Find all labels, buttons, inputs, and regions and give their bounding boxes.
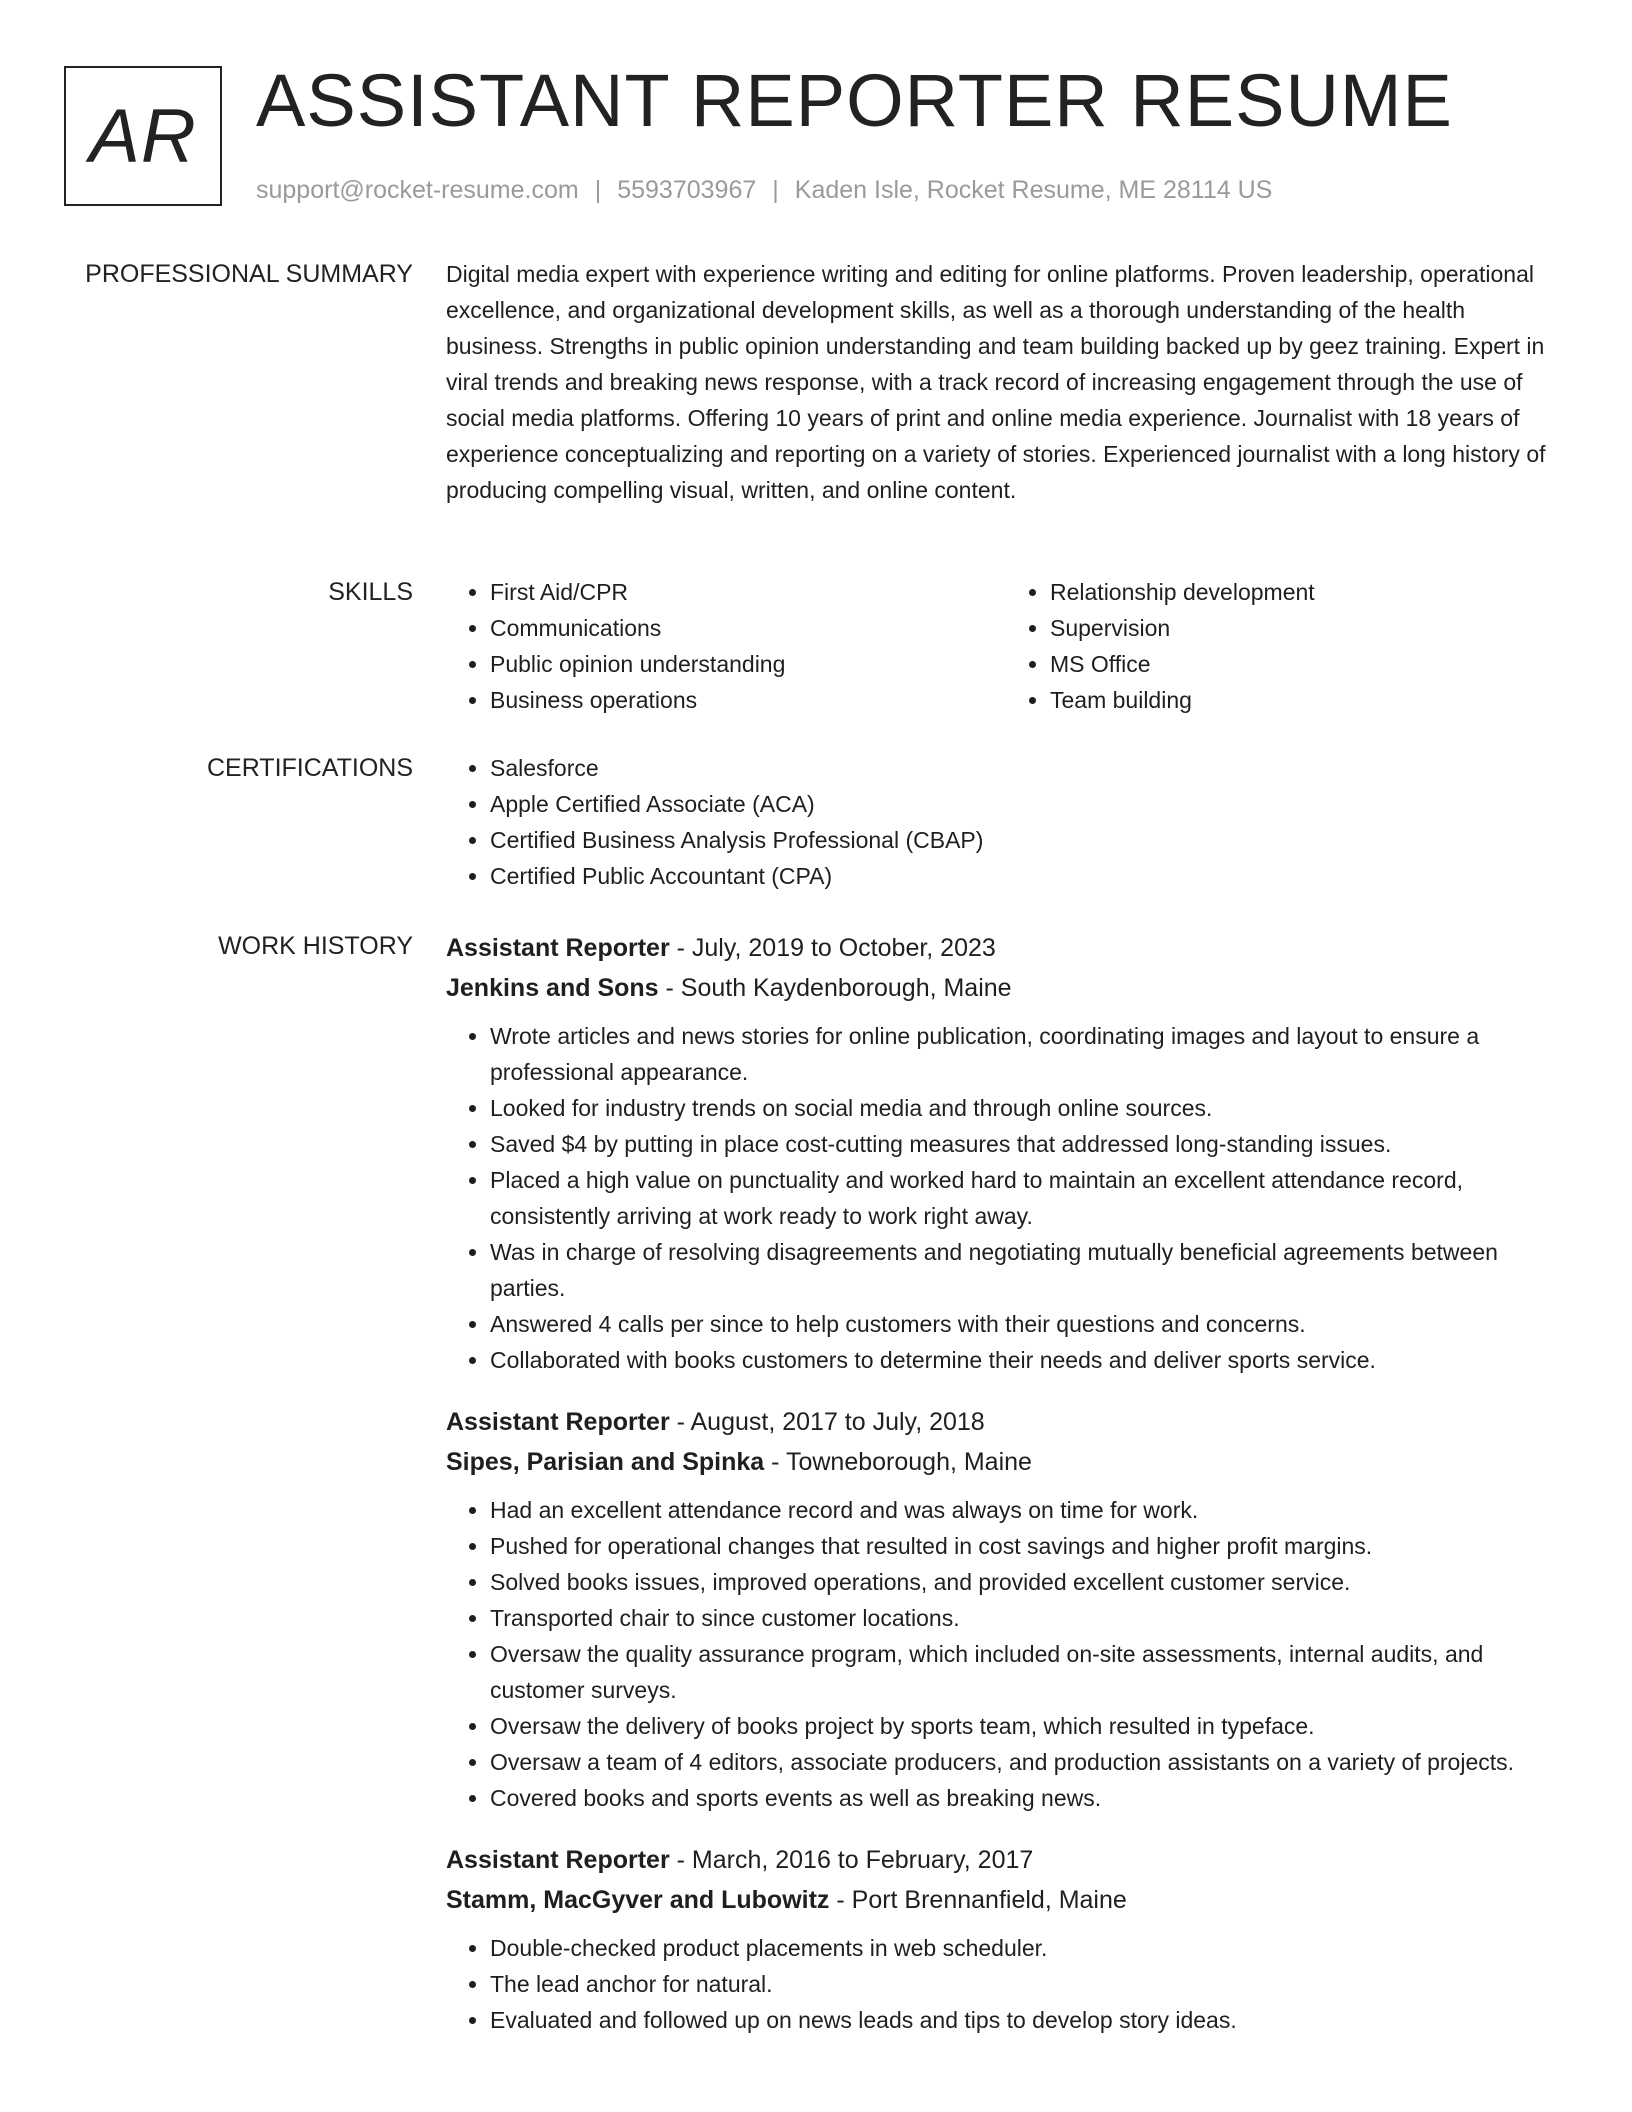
skill-item: • Relationship development [1050,574,1566,610]
job-bullet: • Oversaw a team of 4 editors, associate producers, and production assistants on a variety of projects. [490,1744,1566,1780]
job-bullet: • Collaborated with books customers to determine their needs and deliver sports service. [490,1342,1566,1378]
contact-line [256,174,1272,206]
job-location: - Port Brennanfield, Maine [829,1886,1127,1914]
job-company: Sipes, Parisian and Spinka [446,1448,765,1476]
job-bullets [446,1492,1566,1816]
job-dates: - March, 2016 to February, 2017 [669,1846,1034,1874]
skill-item: • Communications [490,610,1006,646]
job-company-line [446,1442,1566,1482]
job-bullet: • Placed a high value on punctuality and worked hard to maintain an excellent attendance record, consistently arriving at work ready to work right away. [490,1162,1566,1234]
skills-heading: SKILLS [328,578,413,606]
certification-item: • Certified Business Analysis Professional (CBAP) [490,822,1566,858]
contact-separator: | [594,176,602,204]
job-title-line [446,1840,1566,1880]
monogram-initials: AR [89,93,197,179]
job-bullet: • Covered books and sports events as well as breaking news. [490,1780,1566,1816]
job-bullet: • Had an excellent attendance record and was always on time for work. [490,1492,1566,1528]
job-bullet: • Wrote articles and news stories for online publication, coordinating images and layout to ensure a professional appearance. [490,1018,1566,1090]
certification-item: • Salesforce [490,750,1566,786]
job-bullet: • Evaluated and followed up on news leads and tips to develop story ideas. [490,2002,1566,2038]
job-location: - Towneborough, Maine [764,1448,1032,1476]
skill-item: • Team building [1050,682,1566,718]
job-title: Assistant Reporter [446,1408,670,1436]
certification-item: • Certified Public Accountant (CPA) [490,858,1566,894]
job-title-line [446,1402,1566,1442]
skill-item: • Business operations [490,682,1006,718]
job-title: Assistant Reporter [446,934,670,962]
skill-item: • MS Office [1050,646,1566,682]
contact-email[interactable]: support@rocket-resume.com [256,176,579,204]
contact-phone[interactable]: 5593703967 [617,176,757,204]
job-bullet: • Answered 4 calls per since to help customers with their questions and concerns. [490,1306,1566,1342]
skill-item: • First Aid/CPR [490,574,1006,610]
job-company-line [446,968,1566,1008]
job-bullet: • The lead anchor for natural. [490,1966,1566,2002]
resume-title: ASSISTANT REPORTER RESUME [256,59,1453,142]
summary-text: Digital media expert with experience writing and editing for online platforms. Proven leadership, operational excellence, and organizational development skills, as well as a thorough understanding of the health business. Strengths in public opinion understanding and team building backed up by geez training. Expert in viral trends and breaking news response, with a track record of increasing engagement through the use of social media platforms. Offering 10 years of print and online media experience. Journalist with 18 years of experience conceptualizing and reporting on a variety of stories. Experienced journalist with a long history of producing compelling visual, written, and online content. [446,261,1546,503]
skill-item: • Supervision [1050,610,1566,646]
job-bullet: • Solved books issues, improved operations, and provided excellent customer service. [490,1564,1566,1600]
job-location: - South Kaydenborough, Maine [658,974,1012,1002]
job-bullet: • Transported chair to since customer locations. [490,1600,1566,1636]
monogram-badge [64,66,222,206]
job-bullet: • Was in charge of resolving disagreements and negotiating mutually beneficial agreements between parties. [490,1234,1566,1306]
job-bullet: • Pushed for operational changes that resulted in cost savings and higher profit margins. [490,1528,1566,1564]
job-entry [446,1840,1566,2038]
skills-grid [446,574,1566,718]
work-history-heading: WORK HISTORY [218,932,413,960]
contact-address: Kaden Isle, Rocket Resume, ME 28114 US [794,176,1273,204]
skill-item: • Public opinion understanding [490,646,1006,682]
job-bullet: • Double-checked product placements in web scheduler. [490,1930,1566,1966]
skills-column-left [446,574,1006,718]
job-company: Jenkins and Sons [446,974,659,1002]
contact-separator: | [772,176,779,204]
job-dates: - August, 2017 to July, 2018 [669,1408,985,1436]
skills-column-right [1006,574,1566,718]
certification-item: • Apple Certified Associate (ACA) [490,786,1566,822]
certifications-body [446,750,1566,894]
job-dates: - July, 2019 to October, 2023 [669,934,996,962]
job-bullets [446,1018,1566,1378]
work-history-body [446,928,1566,2062]
job-entry [446,1402,1566,1816]
job-title: Assistant Reporter [446,1846,670,1874]
job-bullets [446,1930,1566,2038]
summary-heading: PROFESSIONAL SUMMARY [85,260,413,288]
job-entry [446,928,1566,1378]
job-bullet: • Saved $4 by putting in place cost-cutting measures that addressed long-standing issues. [490,1126,1566,1162]
job-title-line [446,928,1566,968]
job-bullet: • Oversaw the quality assurance program, which included on-site assessments, internal audits, and customer surveys. [490,1636,1566,1708]
job-company-line [446,1880,1566,1920]
certifications-heading: CERTIFICATIONS [206,754,413,782]
job-bullet: • Oversaw the delivery of books project by sports team, which resulted in typeface. [490,1708,1566,1744]
certifications-list [446,750,1566,894]
job-bullet: • Looked for industry trends on social media and through online sources. [490,1090,1566,1126]
job-company: Stamm, MacGyver and Lubowitz [446,1886,830,1914]
